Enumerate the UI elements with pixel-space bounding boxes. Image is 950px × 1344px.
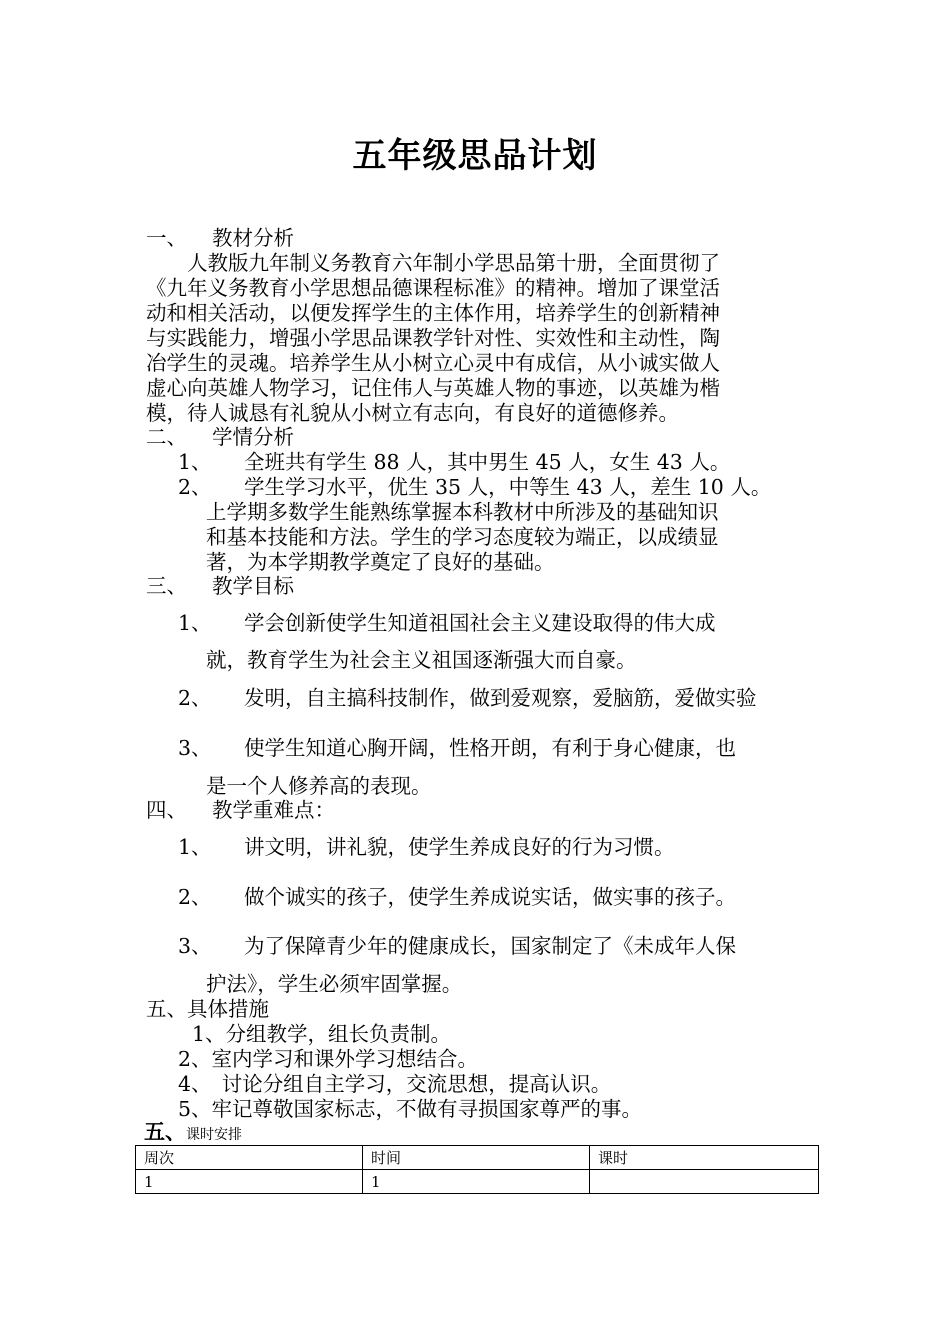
table-header-row: [136, 1146, 819, 1170]
list-item-number: 1、: [178, 835, 212, 859]
section-heading-2: [146, 425, 294, 450]
measure-item: 2、室内学习和课外学习想结合。: [178, 1047, 479, 1071]
table-header-cell: 时间: [363, 1146, 590, 1170]
section-title: 课时安排: [186, 1127, 242, 1143]
section-number: 一、: [146, 226, 187, 250]
list-item-number: 2、: [178, 686, 212, 710]
list-item-text: 学会创新使学生知道祖国社会主义建设取得的伟大成: [244, 611, 716, 635]
list-item-number: 2、: [178, 475, 212, 499]
list-item-text: 做个诚实的孩子，使学生养成说实话，做实事的孩子。: [244, 885, 736, 909]
schedule-table: [135, 1145, 819, 1194]
table-header-cell: 课时: [590, 1146, 819, 1170]
list-item-number: 2、: [178, 885, 212, 909]
table-cell: 1: [363, 1170, 590, 1194]
list-item-text: 学生学习水平，优生 35 人，中等生 43 人，差生 10 人。: [244, 475, 772, 499]
table-header-cell: 周次: [136, 1146, 363, 1170]
list-item-text: 发明，自主搞科技制作，做到爱观察，爱脑筋，爱做实验: [244, 686, 757, 710]
paragraph-line: 冶学生的灵魂。培养学生从小树立心灵中有成信，从小诚实做人: [146, 351, 720, 375]
list-item-text: 讲文明，讲礼貌，使学生养成良好的行为习惯。: [244, 835, 675, 859]
list-item-continuation: 著，为本学期教学奠定了良好的基础。: [206, 550, 555, 574]
list-item-continuation: 是一个人修养高的表现。: [206, 774, 432, 798]
list-item-continuation: 护法》，学生必须牢固掌握。: [206, 972, 463, 996]
section-number: 四、: [146, 798, 187, 822]
list-item-continuation: 和基本技能和方法。学生的学习态度较为端正，以成绩显: [206, 525, 719, 549]
section-title: 教学目标: [212, 574, 294, 598]
section-heading-4: [146, 798, 335, 823]
paragraph-line: 《九年义务教育小学思想品德课程标准》的精神。增加了课堂活: [146, 276, 720, 300]
paragraph-line: 人教版九年制义务教育六年制小学思品第十册，全面贯彻了: [146, 251, 720, 275]
section-title: 学情分析: [212, 425, 294, 449]
list-item-continuation: 上学期多数学生能熟练掌握本科教材中所涉及的基础知识: [206, 500, 719, 524]
list-item-number: 1、: [178, 611, 212, 635]
table-cell: 1: [136, 1170, 363, 1194]
paragraph-line: 虚心向英雄人物学习，记住伟人与英雄人物的事迹，以英雄为楷: [146, 376, 720, 400]
section-title: 教学重难点：: [212, 798, 335, 822]
list-item-number: 1、: [178, 450, 212, 474]
section-heading-1: [146, 226, 294, 251]
table-row: [136, 1170, 819, 1194]
section-heading-3: [146, 574, 294, 599]
list-item-continuation: 就，教育学生为社会主义祖国逐渐强大而自豪。: [206, 648, 637, 672]
list-item-text: 为了保障青少年的健康成长，国家制定了《未成年人保: [244, 934, 736, 958]
section-number: 五、: [144, 1120, 186, 1144]
section-number: 三、: [146, 574, 187, 598]
table-cell: [590, 1170, 819, 1194]
measure-item: 1、分组教学，组长负责制。: [192, 1022, 452, 1046]
measure-item: 4、 讨论分组自主学习，交流思想，提高认识。: [178, 1072, 612, 1096]
section-heading-5: 五、具体措施: [146, 997, 269, 1021]
list-item-number: 3、: [178, 736, 212, 760]
list-item-number: 3、: [178, 934, 212, 958]
section-heading-6: [144, 1120, 242, 1147]
paragraph-line: 模，待人诚恳有礼貌从小树立有志向，有良好的道德修养。: [146, 401, 679, 425]
section-title: 教材分析: [212, 226, 294, 250]
paragraph-line: 与实践能力，增强小学思品课教学针对性、实效性和主动性，陶: [146, 326, 720, 350]
paragraph-line: 动和相关活动，以便发挥学生的主体作用，培养学生的创新精神: [146, 301, 720, 325]
list-item-text: 全班共有学生 88 人，其中男生 45 人，女生 43 人。: [244, 450, 731, 474]
section-number: 二、: [146, 425, 187, 449]
measure-item: 5、牢记尊敬国家标志，不做有寻损国家尊严的事。: [178, 1097, 643, 1121]
list-item-text: 使学生知道心胸开阔，性格开朗，有利于身心健康，也: [244, 736, 736, 760]
document-title: 五年级思品计划: [352, 136, 598, 176]
